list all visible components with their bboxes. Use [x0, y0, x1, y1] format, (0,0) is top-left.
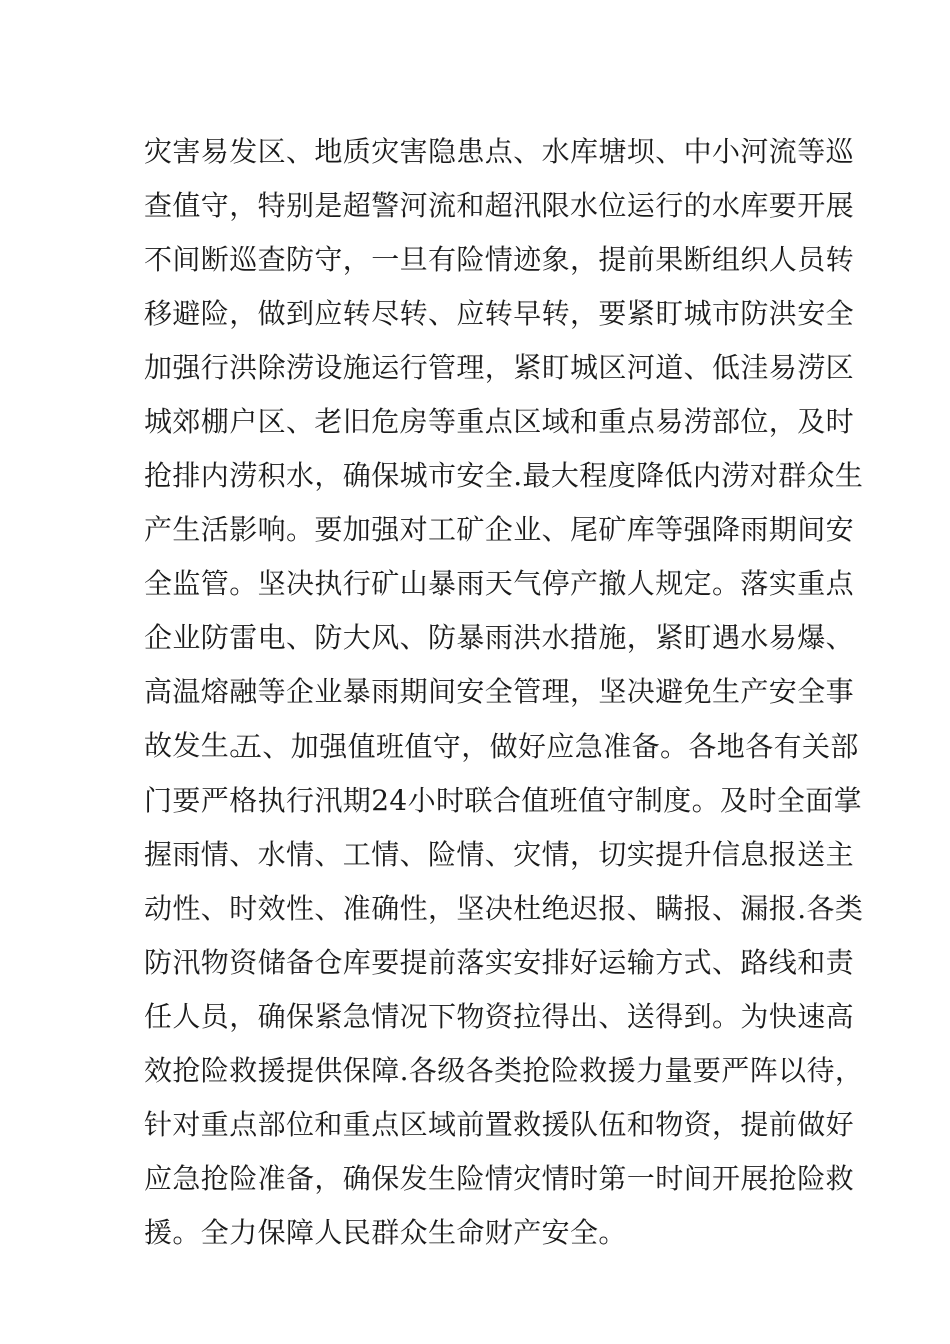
paragraph-1	[144, 125, 864, 773]
text-line: 高温熔融等企业暴雨期间安全管理，坚决避免生产安全事	[144, 675, 855, 708]
text-line: 抢排内涝积水，确保城市安全.最大程度降低内涝对群众生	[144, 459, 864, 492]
text-line: 门要严格执行汛期24小时联合值班值守制度。及时全面掌	[144, 784, 863, 817]
text-line: 加强行洪除涝设施运行管理，紧盯城区河道、低洼易涝区	[144, 351, 855, 384]
text-line: 城郊棚户区、老旧危房等重点区域和重点易涝部位，及时	[144, 405, 855, 438]
text-line: 全监管。坚决执行矿山暴雨天气停产撤人规定。落实重点	[144, 567, 855, 600]
text-line: 产生活影响。要加强对工矿企业、尾矿库等强降雨期间安	[144, 513, 855, 546]
text-line: 移避险，做到应转尽转、应转早转，要紧盯城市防洪安全	[144, 297, 855, 330]
text-line: 握雨情、水情、工情、险情、灾情，切实提升信息报送主	[144, 838, 855, 871]
text-line: 针对重点部位和重点区域前置救援队伍和物资，提前做好	[144, 1108, 855, 1141]
text-line: 查值守，特别是超警河流和超汛限水位运行的水库要开展	[144, 189, 855, 222]
text-line: 应急抢险准备，确保发生险情灾情时第一时间开展抢险救	[144, 1162, 855, 1195]
text-line: 企业防雷电、防大风、防暴雨洪水措施，紧盯遇水易爆、	[144, 621, 855, 654]
text-line: 援。全力保障人民群众生命财产安全。	[144, 1216, 627, 1249]
text-line: 防汛物资储备仓库要提前落实安排好运输方式、路线和责	[144, 946, 855, 979]
text-line: 动性、时效性、准确性，坚决杜绝迟报、瞒报、漏报.各类	[144, 892, 864, 925]
text-line: 任人员，确保紧急情况下物资拉得出、送得到。为快速高	[144, 1000, 855, 1033]
text-line: 效抢险救援提供保障.各级各类抢险救援力量要严阵以待，	[144, 1054, 864, 1087]
section-heading-line: 五、加强值班值守，做好应急准备。各地各有关部	[234, 730, 859, 763]
text-line: 不间断巡查防守，一旦有险情迹象，提前果断组织人员转	[144, 243, 855, 276]
text-line: 故发生。	[144, 729, 258, 762]
paragraph-2	[144, 720, 864, 1260]
text-line: 灾害易发区、地质灾害隐患点、水库塘坝、中小河流等巡	[144, 135, 855, 168]
